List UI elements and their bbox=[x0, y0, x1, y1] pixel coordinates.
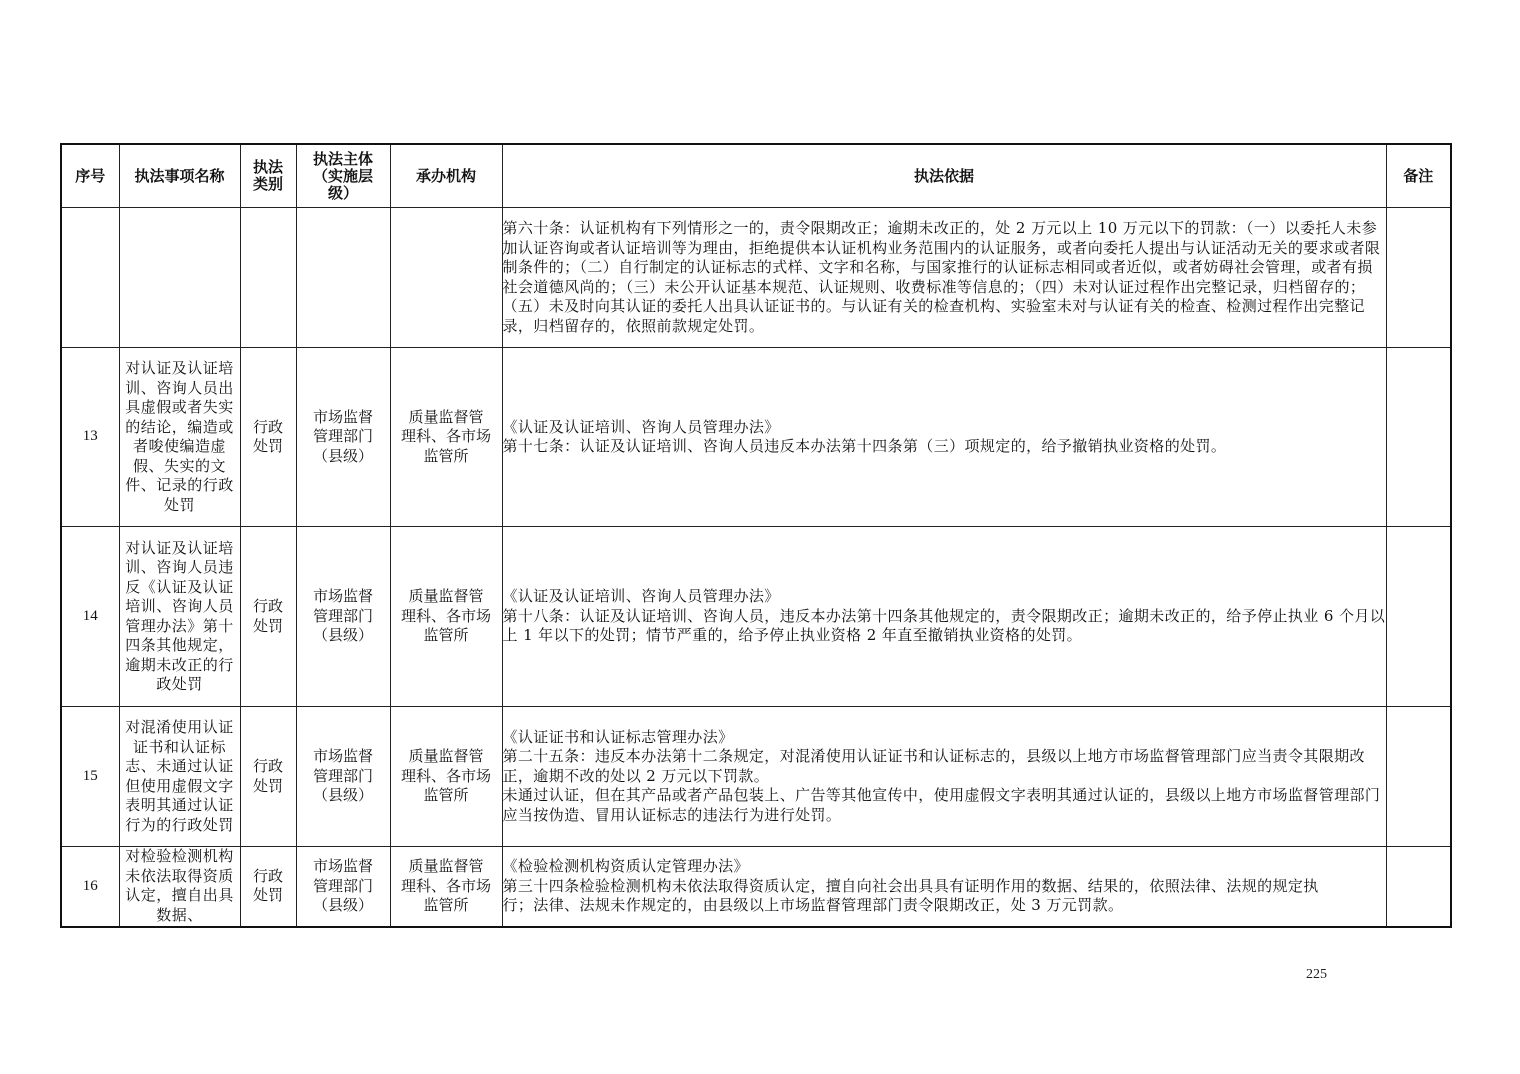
row-subject: 市场监督 管理部门 （县级） bbox=[296, 847, 390, 927]
row-seq bbox=[61, 208, 119, 348]
table-row bbox=[61, 348, 1451, 527]
row-remarks bbox=[1386, 208, 1451, 348]
table-row bbox=[61, 847, 1451, 927]
row-category: 行政 处罚 bbox=[240, 348, 296, 527]
basis-law-title: 《认证及认证培训、咨询人员管理办法》 bbox=[502, 587, 780, 606]
row-seq: 13 bbox=[61, 348, 119, 527]
basis-law-title: 《认证及认证培训、咨询人员管理办法》 bbox=[502, 417, 780, 436]
enforcement-items-table bbox=[60, 143, 1452, 928]
basis-text: 第三十四条检验检测机构未依法取得资质认定，擅自向社会出具具有证明作用的数据、结果的，依照法律、法规的规定执 bbox=[502, 876, 1319, 895]
table-row bbox=[61, 707, 1451, 847]
header-basis: 执法依据 bbox=[502, 144, 1386, 208]
basis-law-title: 《认证证书和认证标志管理办法》 bbox=[502, 727, 734, 746]
row-seq: 16 bbox=[61, 847, 119, 927]
table-row bbox=[61, 208, 1451, 348]
row-item-name: 对检验检测机构未依法取得资质认定，擅自出具数据、 bbox=[119, 847, 240, 927]
enforcement-table-container bbox=[60, 143, 1450, 928]
row-subject: 市场监督 管理部门 （县级） bbox=[296, 348, 390, 527]
row-basis bbox=[502, 208, 1386, 348]
basis-text: 第二十五条：违反本办法第十二条规定，对混淆使用认证证书和认证标志的，县级以上地方市场监督管理部门应当责令其限期改正，逾期不改的处以 2 万元以下罚款。 bbox=[502, 747, 1365, 785]
header-seq: 序号 bbox=[61, 144, 119, 208]
row-item-name: 对混淆使用认证证书和认证标志、未通过认证但使用虚假文字表明其通过认证行为的行政处罚 bbox=[119, 707, 240, 847]
header-category: 执法 类别 bbox=[240, 144, 296, 208]
row-category: 行政 处罚 bbox=[240, 707, 296, 847]
row-agency: 质量监督管 理科、各市场 监管所 bbox=[390, 707, 502, 847]
row-basis bbox=[502, 527, 1386, 707]
header-remarks: 备注 bbox=[1386, 144, 1451, 208]
row-basis bbox=[502, 847, 1386, 927]
table-row bbox=[61, 527, 1451, 707]
page-number: 225 bbox=[1306, 967, 1327, 982]
row-remarks bbox=[1386, 348, 1451, 527]
row-agency: 质量监督管 理科、各市场 监管所 bbox=[390, 348, 502, 527]
basis-text: 第六十条：认证机构有下列情形之一的，责令限期改正；逾期未改正的，处 2 万元以上 10 万元以下的罚款：（一）以委托人未参加认证咨询或者认证培训等为理由，拒绝提供本认证机构业务范围内的认证服务，或者向委托人提出与认证活动无关的要求或者限制条件的；（二）自行制定的认证标志的式样、文字和名称，与国家推行的认证标志相同或者近似，或者妨碍社会管理，或者有损社会道德风尚的；（三）未公开认证基本规范、认证规则、收费标准等信息的；（四）未对认证过程作出完整记录，归档留存的；（五）未及时向其认证的委托人出具认证证书的。与认证有关的检查机构、实验室未对与认证有关的检查、检测过程作出完整记录，归档留存的，依照前款规定处罚。 bbox=[502, 219, 1381, 335]
basis-text: 第十七条：认证及认证培训、咨询人员违反本办法第十四条第（三）项规定的，给予撤销执业资格的处罚。 bbox=[502, 437, 1227, 455]
row-category: 行政 处罚 bbox=[240, 847, 296, 927]
row-remarks bbox=[1386, 707, 1451, 847]
table-header-row bbox=[61, 144, 1451, 208]
row-item-name: 对认证及认证培训、咨询人员出具虚假或者失实的结论，编造或者唆使编造虚假、失实的文件、记录的行政处罚 bbox=[119, 348, 240, 527]
row-agency: 质量监督管 理科、各市场 监管所 bbox=[390, 527, 502, 707]
basis-text: 行；法律、法规未作规定的，由县级以上市场监督管理部门责令限期改正，处 3 万元罚款。 bbox=[502, 896, 1124, 914]
header-agency: 承办机构 bbox=[390, 144, 502, 208]
row-agency: 质量监督管 理科、各市场 监管所 bbox=[390, 847, 502, 927]
row-seq: 15 bbox=[61, 707, 119, 847]
row-category: 行政 处罚 bbox=[240, 527, 296, 707]
row-remarks bbox=[1386, 847, 1451, 927]
row-item-name bbox=[119, 208, 240, 348]
row-subject: 市场监督 管理部门 （县级） bbox=[296, 527, 390, 707]
row-subject bbox=[296, 208, 390, 348]
row-remarks bbox=[1386, 527, 1451, 707]
header-item-name: 执法事项名称 bbox=[119, 144, 240, 208]
row-item-name: 对认证及认证培训、咨询人员违反《认证及认证培训、咨询人员管理办法》第十四条其他规定，逾期未改正的行政处罚 bbox=[119, 527, 240, 707]
row-basis bbox=[502, 707, 1386, 847]
row-basis bbox=[502, 348, 1386, 527]
row-agency bbox=[390, 208, 502, 348]
basis-text: 第十八条：认证及认证培训、咨询人员，违反本办法第十四条其他规定的，责令限期改正；逾期未改正的，给予停止执业 6 个月以上 1 年以下的处罚；情节严重的，给予停止执业资格 2 年直至撤销执业资格的处罚。 bbox=[502, 606, 1386, 645]
row-subject: 市场监督 管理部门 （县级） bbox=[296, 707, 390, 847]
basis-law-title: 《检验检测机构资质认定管理办法》 bbox=[502, 857, 749, 875]
row-category bbox=[240, 208, 296, 348]
basis-text: 未通过认证，但在其产品或者产品包装上、广告等其他宣传中，使用虚假文字表明其通过认证的，县级以上地方市场监督管理部门应当按伪造、冒用认证标志的违法行为进行处罚。 bbox=[502, 786, 1381, 824]
row-seq: 14 bbox=[61, 527, 119, 707]
header-subject: 执法主体 （实施层 级） bbox=[296, 144, 390, 208]
